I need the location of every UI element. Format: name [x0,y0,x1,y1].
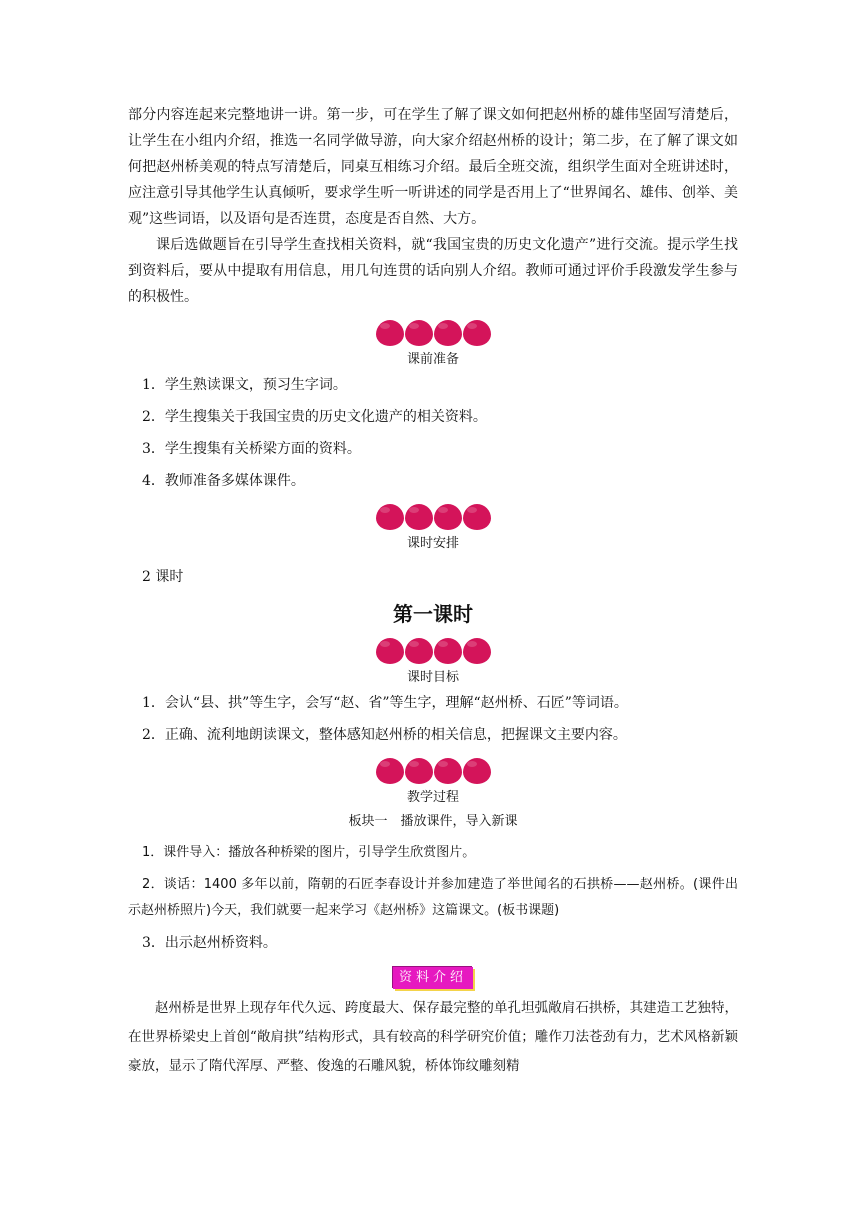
petal-icon [463,758,491,784]
block-title: 板块一 播放课件，导入新课 [348,814,518,829]
info-tag-wrap [128,964,738,990]
prep-item: 1．学生熟读课文，预习生字词。 [142,377,347,393]
section-title-prep: 课前准备 [406,352,459,367]
lesson-title: 第一课时 [393,602,473,626]
goal-item: 2．正确、流利地朗读课文，整体感知赵州桥的相关信息，把握课文主要内容。 [142,727,627,743]
petal-icon [463,320,491,346]
petal-icon [376,320,404,346]
prep-item: 3．学生搜集有关桥梁方面的资料。 [142,441,361,457]
section-title-process: 教学过程 [406,790,459,805]
prep-item: 2．学生搜集关于我国宝贵的历史文化遗产的相关资料。 [142,409,487,425]
intro-paragraph-2: 课后选做题旨在引导学生查找相关资料，就“我国宝贵的历史文化遗产”进行交流。提示学生找到资料后，要从中提取有用信息，用几句连贯的话向别人介绍。教师可通过评价手段激发学生参与的积极性。 [128,237,738,305]
info-tag: 资料介绍 [393,967,473,989]
process-item-2: 2．谈话：1400 多年以前，隋朝的石匠李春设计并参加建造了举世闻名的石拱桥——赵州桥。(课件出示赵州桥照片)今天，我们就要一起来学习《赵州桥》这篇课文。(板书课题) [128,877,738,918]
info-paragraph: 赵州桥是世界上现存年代久远、跨度最大、保存最完整的单孔坦弧敞肩石拱桥，其建造工艺独特，在世界桥梁史上首创“敞肩拱”结构形式，具有较高的科学研究价值；雕作刀法苍劲有力，艺术风格新颖豪放，显示了隋代浑厚、严整、俊逸的石雕风貌，桥体饰纹雕刻精 [128,1000,738,1074]
section-decoration-prep [128,320,738,346]
petal-icon [405,320,433,346]
section-decoration-goals [128,638,738,664]
petal-icon [434,504,462,530]
process-item-1: 1．课件导入：播放各种桥梁的图片，引导学生欣赏图片。 [142,845,476,860]
petal-icon [405,638,433,664]
petal-icon [405,758,433,784]
petal-icon [463,638,491,664]
section-title-goals: 课时目标 [406,670,459,685]
petal-icon [376,758,404,784]
section-title-schedule: 课时安排 [406,536,459,551]
petal-icon [434,638,462,664]
petal-icon [376,638,404,664]
section-decoration-schedule [128,504,738,530]
petal-icon [376,504,404,530]
page-content [128,102,738,1081]
intro-paragraph-1: 部分内容连起来完整地讲一讲。第一步，可在学生了解了课文如何把赵州桥的雄伟坚固写清楚后，让学生在小组内介绍，推选一名同学做导游，向大家介绍赵州桥的设计；第二步，在了解了课文如何把赵州桥美观的特点写清楚后，同桌互相练习介绍。最后全班交流，组织学生面对全班讲述时，应注意引导其他学生认真倾听，要求学生听一听讲述的同学是否用上了“世界闻名、雄伟、创举、美观”这些词语，以及语句是否连贯，态度是否自然、大方。 [128,107,738,227]
petal-icon [434,758,462,784]
section-decoration-process [128,758,738,784]
petal-icon [405,504,433,530]
petal-icon [463,504,491,530]
goal-item: 1．会认“县、拱”等生字，会写“赵、省”等生字，理解“赵州桥、石匠”等词语。 [142,695,628,711]
prep-item: 4．教师准备多媒体课件。 [142,473,305,489]
process-item-3: 3．出示赵州桥资料。 [142,935,277,951]
petal-icon [434,320,462,346]
schedule-text: 2 课时 [142,569,184,585]
